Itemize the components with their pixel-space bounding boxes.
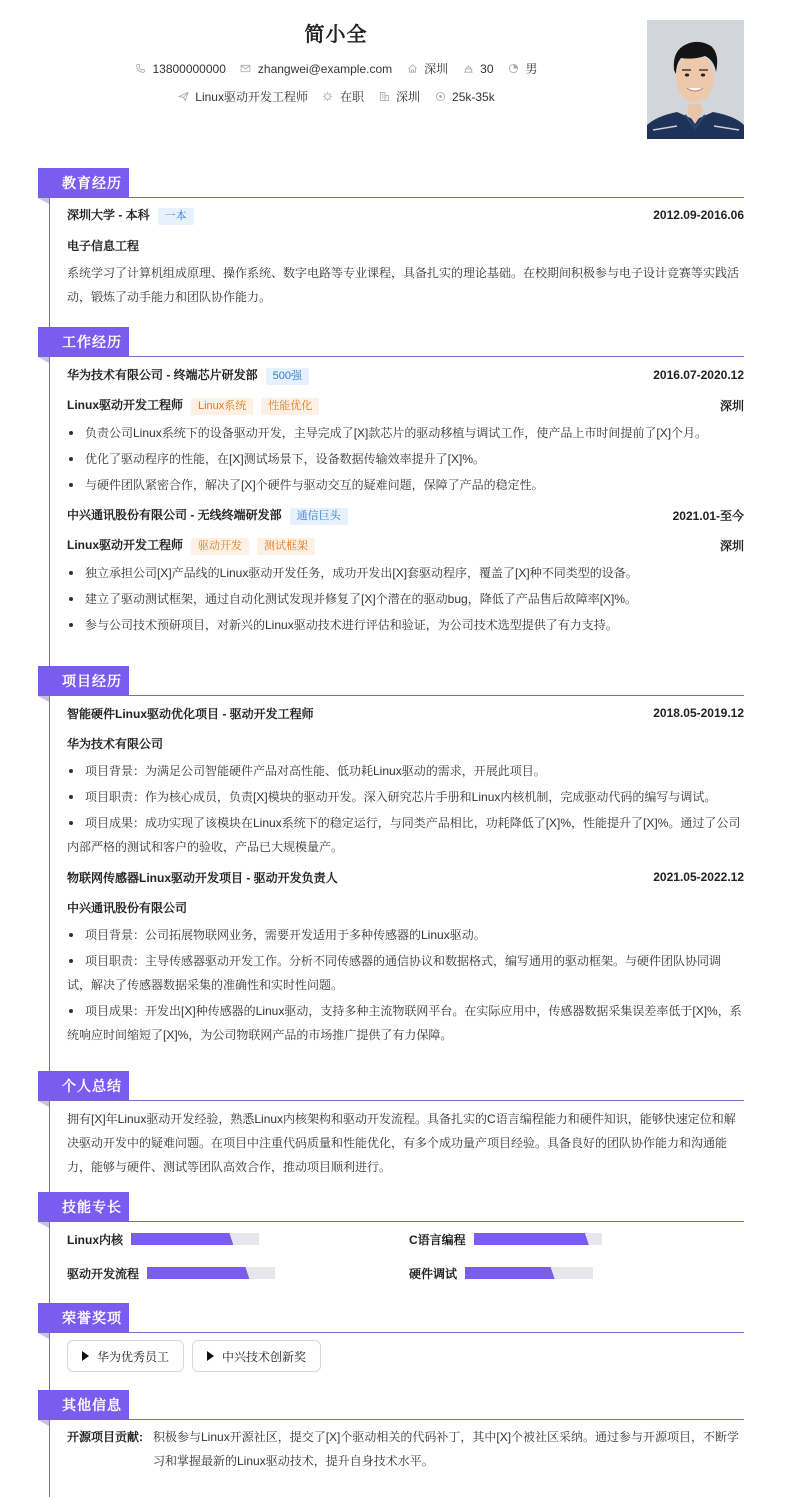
section-summary	[38, 1071, 744, 1174]
project-company: 华为技术有限公司	[67, 736, 164, 751]
home-icon	[406, 63, 418, 75]
project-company-row	[67, 733, 744, 753]
skill-label: 驱动开发流程	[67, 1266, 140, 1281]
school-tier-badge: 一本	[158, 208, 194, 225]
education-item	[67, 205, 744, 309]
section-header	[38, 1303, 744, 1333]
project-item	[67, 703, 744, 861]
section-skills	[38, 1192, 744, 1281]
project-company: 中兴通讯股份有限公司	[67, 900, 188, 915]
bullet-item: 优化了驱动程序的性能，在[X]测试场景下，设备数据传输效率提升了[X]%。	[67, 447, 744, 471]
job-status-value: 在职	[339, 90, 364, 104]
company-name: 中兴通讯股份有限公司 - 无线终端研发部	[67, 507, 282, 522]
work-item	[67, 365, 744, 499]
city-item	[406, 60, 448, 77]
summary-body	[67, 1107, 744, 1179]
email-icon	[240, 63, 252, 75]
job-status-item	[322, 88, 364, 105]
skill-bar-fill	[147, 1267, 249, 1279]
school-name: 深圳大学 - 本科	[67, 207, 150, 222]
job-intent-row	[0, 88, 672, 105]
section-header	[38, 327, 744, 357]
other-item	[67, 1425, 744, 1473]
summary-text: 拥有[X]年Linux驱动开发经验，熟悉Linux内核架构和驱动开发流程。具备扎实的C语言编程能力和硬件知识，能够快速定位和解决驱动开发中的疑难问题。在项目中注重代码质量和性能优化，有多个成功量产项目经验。具备良好的团队协作能力和沟通能力，能够与硬件、测试等团队高效合作，推动项目顺利进行。	[67, 1112, 736, 1174]
email-value: zhangwei@example.com	[257, 61, 393, 76]
section-divider	[38, 1100, 744, 1101]
skill-label: 硬件调试	[409, 1266, 458, 1281]
work-location: 深圳	[719, 538, 744, 553]
project-item	[67, 867, 744, 1049]
awards-body	[67, 1340, 744, 1372]
education-date: 2012.09-2016.06	[653, 208, 744, 222]
bullet-item: 项目成果：成功实现了该模块在Linux系统下的稳定运行，与同类产品相比，功耗降低了[X]%，性能提升了[X]%。通过了公司内部严格的测试和客户的验收，产品已大规模量产。	[67, 811, 744, 859]
other-label: 开源项目贡献:	[67, 1430, 143, 1444]
bullet-item: 独立承担公司[X]产品线的Linux驱动开发任务，成功开发出[X]套驱动程序，覆盖了[X]种不同类型的设备。	[67, 561, 744, 585]
skill-tag: Linux系统	[191, 398, 253, 415]
target-position-value: Linux驱动开发工程师	[195, 90, 308, 104]
project-date: 2021.05-2022.12	[653, 870, 744, 884]
education-description: 系统学习了计算机组成原理、操作系统、数字电路等专业课程，具备扎实的理论基础。在校期间积极参与电子设计竞赛等实践活动，锻炼了动手能力和团队协作能力。	[67, 266, 740, 304]
work-item	[67, 505, 744, 639]
bullet-item: 项目职责：作为核心成员，负责[X]模块的驱动开发。深入研究芯片手册和Linux内核机制，完成驱动代码的编写与调试。	[67, 785, 744, 809]
section-title: 荣誉奖项	[38, 1303, 129, 1333]
bullet-item: 项目背景：公司拓展物联网业务，需要开发适用于多种传感器的Linux驱动。	[67, 923, 744, 947]
profile-photo	[647, 20, 744, 139]
work-location: 深圳	[719, 398, 744, 413]
section-header	[38, 1390, 744, 1420]
salary-item	[434, 90, 495, 104]
section-education	[38, 168, 744, 304]
project-header-row	[67, 867, 744, 887]
age-value: 30	[480, 61, 494, 76]
role-row	[67, 395, 744, 415]
email-item	[240, 62, 392, 76]
age-icon	[462, 63, 474, 75]
role-line	[67, 536, 315, 555]
project-bullets	[67, 759, 744, 859]
phone-icon	[134, 63, 146, 75]
skill-bar-fill	[474, 1233, 589, 1245]
section-header	[38, 666, 744, 696]
section-title: 技能专长	[38, 1192, 129, 1222]
role-row	[67, 535, 744, 555]
bullet-item: 负责公司Linux系统下的设备驱动开发，主导完成了[X]款芯片的驱动移植与调试工作，使产品上市时间提前了[X]个月。	[67, 421, 744, 445]
section-divider	[38, 1332, 744, 1333]
contact-row	[0, 60, 672, 77]
work-date: 2016.07-2020.12	[653, 368, 744, 382]
target-position-item	[177, 88, 308, 105]
bullet-item: 参与公司技术预研项目，对新兴的Linux驱动技术进行评估和验证，为公司技术选型提供了有力支持。	[67, 613, 744, 637]
company-line	[67, 506, 348, 525]
section-title: 工作经历	[38, 327, 129, 357]
education-header-row	[67, 205, 744, 225]
skill-item	[67, 1229, 409, 1249]
skill-bar	[131, 1233, 259, 1245]
gender-value: 男	[525, 62, 538, 76]
skill-item	[409, 1263, 751, 1283]
gender-icon	[508, 63, 520, 75]
award-chip	[67, 1340, 184, 1372]
skills-grid-wrap	[67, 1229, 744, 1283]
role-line	[67, 396, 319, 415]
company-line	[67, 366, 309, 385]
section-title: 项目经历	[38, 666, 129, 696]
work-bullets	[67, 561, 744, 637]
section-header	[38, 1192, 744, 1222]
city-value: 深圳	[424, 62, 449, 76]
section-title: 个人总结	[38, 1071, 129, 1101]
company-badge: 通信巨头	[290, 508, 348, 525]
section-header	[38, 168, 744, 198]
skill-tag: 驱动开发	[191, 538, 249, 555]
company-badge: 500强	[266, 368, 309, 385]
play-triangle-icon	[82, 1351, 89, 1361]
send-icon	[177, 91, 189, 103]
other-text: 积极参与Linux开源社区，提交了[X]个驱动相关的代码补丁，其中[X]个被社区采纳。通过参与开源项目，不断学习和掌握最新的Linux驱动技术，提升自身技术水平。	[153, 1430, 740, 1468]
bullet-item: 项目背景：为满足公司智能硬件产品对高性能、低功耗Linux驱动的需求，开展此项目。	[67, 759, 744, 783]
salary-icon	[434, 91, 446, 103]
project-name: 物联网传感器Linux驱动开发项目 - 驱动开发负责人	[67, 870, 338, 885]
phone-value: 13800000000	[152, 61, 226, 76]
phone-item	[134, 62, 225, 76]
salary-value: 25k-35k	[452, 89, 495, 104]
section-divider	[38, 695, 744, 696]
portrait-illustration	[647, 20, 744, 139]
skill-bar-fill	[465, 1267, 555, 1279]
skill-bar-fill	[131, 1233, 233, 1245]
skill-label: Linux内核	[67, 1232, 123, 1247]
skill-item	[409, 1229, 751, 1249]
section-divider	[38, 356, 744, 357]
skill-bar	[147, 1267, 275, 1279]
work-header-row	[67, 505, 744, 525]
skill-item	[67, 1263, 409, 1283]
age-item	[462, 62, 493, 76]
section-divider	[38, 1221, 744, 1222]
major-name: 电子信息工程	[67, 238, 140, 253]
section-projects	[38, 666, 744, 1042]
section-header	[38, 1071, 744, 1101]
project-bullets	[67, 923, 744, 1047]
project-name: 智能硬件Linux驱动优化项目 - 驱动开发工程师	[67, 706, 314, 721]
target-city-item	[378, 88, 420, 105]
role-name: Linux驱动开发工程师	[67, 397, 183, 412]
candidate-name: 简小全	[304, 24, 368, 46]
project-header-row	[67, 703, 744, 723]
skills-grid	[67, 1229, 744, 1283]
work-date: 2021.01-至今	[672, 508, 744, 523]
project-date: 2018.05-2019.12	[653, 706, 744, 720]
skill-tag: 性能优化	[261, 398, 319, 415]
work-bullets	[67, 421, 744, 497]
section-other	[38, 1390, 744, 1468]
play-triangle-icon	[207, 1351, 214, 1361]
resume-header	[0, 0, 794, 150]
school-line	[67, 206, 194, 225]
award-label: 华为优秀员工	[97, 1349, 170, 1364]
gender-item	[508, 60, 538, 77]
skill-bar	[465, 1267, 593, 1279]
skill-bar	[474, 1233, 602, 1245]
section-title: 其他信息	[38, 1390, 129, 1420]
status-icon	[322, 91, 334, 103]
section-work	[38, 327, 744, 632]
other-body	[67, 1425, 744, 1473]
skill-label: C语言编程	[409, 1232, 466, 1247]
bullet-item: 项目成果：开发出[X]种传感器的Linux驱动，支持多种主流物联网平台。在实际应用中，传感器数据采集误差率低于[X]%，系统响应时间缩短了[X]%，为公司物联网产品的市场推广提供了有力保障。	[67, 999, 744, 1047]
building-icon	[378, 91, 390, 103]
bullet-item: 项目职责：主导传感器驱动开发工作。分析不同传感器的通信协议和数据格式，编写通用的驱动框架。与硬件团队协同调试，解决了传感器数据采集的准确性和实时性问题。	[67, 949, 744, 997]
award-label: 中兴技术创新奖	[222, 1349, 307, 1364]
bullet-item: 建立了驱动测试框架，通过自动化测试发现并修复了[X]个潜在的驱动bug，降低了产品售后故障率[X]%。	[67, 587, 744, 611]
work-header-row	[67, 365, 744, 385]
awards-list	[67, 1340, 744, 1372]
section-divider	[38, 1419, 744, 1420]
skill-tag: 测试框架	[257, 538, 315, 555]
role-name: Linux驱动开发工程师	[67, 537, 183, 552]
award-chip	[192, 1340, 321, 1372]
section-divider	[38, 197, 744, 198]
section-title: 教育经历	[38, 168, 129, 198]
section-awards	[38, 1303, 744, 1364]
major-row	[67, 235, 744, 255]
project-company-row	[67, 897, 744, 917]
bullet-item: 与硬件团队紧密合作，解决了[X]个硬件与驱动交互的疑难问题，保障了产品的稳定性。	[67, 473, 744, 497]
company-name: 华为技术有限公司 - 终端芯片研发部	[67, 367, 258, 382]
target-city-value: 深圳	[396, 90, 421, 104]
